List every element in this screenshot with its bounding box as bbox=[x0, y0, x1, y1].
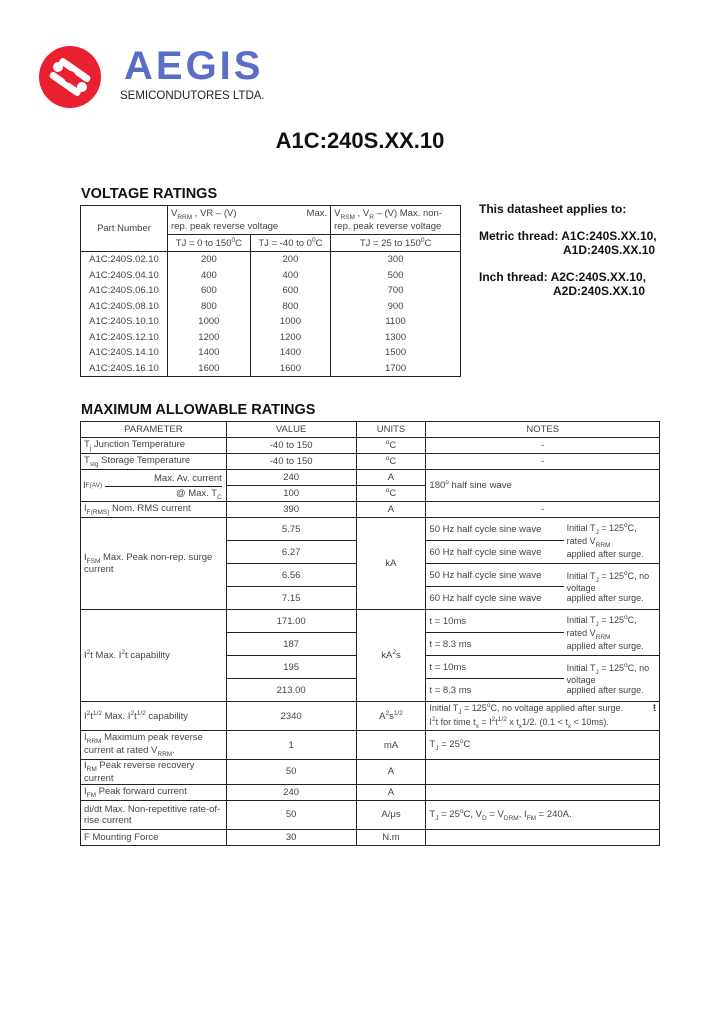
inch-thread: Inch thread: A2C:240S.XX.10, bbox=[479, 270, 646, 284]
row-i2rt: $I^2t^{1/2}$ Max. $I^2t^{1/2}$ capability 2340 $A^2s^{1/2}$ Initial $T_J = 125^oC$, no voltage applied after surge. ŧ $I^2t$ for time $t_x = I^2t^{1/2}$ x $t_x1/2$. $(0.1 < t_x < 10ms)$. bbox=[81, 702, 660, 731]
metric-thread-2: A1D:240S.XX.10 bbox=[563, 243, 656, 257]
aegis-logo-icon bbox=[38, 45, 102, 109]
row-ifav-tc: 100 $^o$C bbox=[81, 486, 660, 502]
document-title: A1C:240S.XX.10 bbox=[275, 128, 445, 153]
row-ifsm: 6.27 60 Hz half cycle sine wave bbox=[81, 541, 660, 564]
voltage-ratings-table bbox=[80, 205, 461, 377]
col-vrrm: $V_{RRM}$ , VR – (V) Max. rep. peak reverse voltage bbox=[168, 206, 331, 235]
row-force: F Mounting Force 30 N.m bbox=[81, 829, 660, 845]
row-junction-temp: $T_j$ Junction Temperature -40 to 150 $^o$C - bbox=[81, 438, 660, 454]
voltage-header-row bbox=[81, 206, 461, 235]
footnote-mark: ŧ bbox=[652, 702, 656, 715]
max-ratings-heading: MAXIMUM ALLOWABLE RATINGS bbox=[81, 402, 316, 418]
tj-range-1: TJ = 0 to $150^0C$ bbox=[168, 235, 251, 252]
row-irrm: $I_{RRM}$ Maximum peak reverse current at rated $V_{RRM}$. 1 mA $T_J = 25^oC$ bbox=[81, 731, 660, 760]
row-ifsm: 6.56 50 Hz half cycle sine wave Initial $T_J = 125^oC$, no voltage applied after surge. bbox=[81, 564, 660, 587]
row-i2t: 195 t = 10ms Initial $T_J = 125^oC$, no voltage applied after surge. bbox=[81, 656, 660, 679]
voltage-row: A1C:240S.04.10 400 400 500 bbox=[81, 268, 461, 284]
col-vrsm: $V_{RSM}$ , $V_R - (V)$ Max. non- rep. peak reverse voltage bbox=[331, 206, 461, 235]
voltage-row: A1C:240S.06.10 600 600 700 bbox=[81, 283, 461, 299]
voltage-ratings-heading: VOLTAGE RATINGS bbox=[81, 186, 218, 202]
voltage-row: A1C:240S.10.10 1000 1000 1100 bbox=[81, 314, 461, 330]
row-ifav-current: I F(AV) Max. Av. current @ Max. $T_C$ 240 A 180$^o$ half sine wave bbox=[81, 470, 660, 486]
row-i2t: 187 t = 8.3 ms bbox=[81, 633, 660, 656]
brand-name: AEGIS bbox=[124, 44, 264, 88]
row-ifsm: $I_{FSM}$ Max. Peak non-rep. surge current 5.75 kA 50 Hz half cycle sine wave Initial $T_J = 125^oC$, rated $V_{RRM}$ applied after surge. bbox=[81, 518, 660, 541]
metric-thread: Metric thread: A1C:240S.XX.10, bbox=[479, 229, 657, 243]
row-ifm: $I_{FM}$ Peak forward current 240 A bbox=[81, 784, 660, 800]
voltage-row: A1C:240S.16.10 1600 1600 1700 bbox=[81, 361, 461, 377]
voltage-row: A1C:240S.12.10 1200 1200 1300 bbox=[81, 330, 461, 346]
row-irms: $I_{F(RMS)}$ Nom. RMS current 390 A - bbox=[81, 502, 660, 518]
voltage-row: A1C:240S.02.10 200 200 300 bbox=[81, 252, 461, 268]
row-i2t: $I^2t$ Max. $I^2t$ capability 171.00 $kA^2s$ t = 10ms Initial $T_J = 125^oC$, rated $V_{RRM}$ applied after surge. bbox=[81, 610, 660, 633]
max-ratings-table bbox=[80, 421, 660, 846]
tj-range-3: TJ = 25 to $150^0C$ bbox=[331, 235, 461, 252]
inch-thread-2: A2D:240S.XX.10 bbox=[553, 284, 646, 298]
row-i2t: 213.00 t = 8.3 ms bbox=[81, 679, 660, 702]
max-header-row: PARAMETER VALUE UNITS NOTES bbox=[81, 422, 660, 438]
row-didt: di/dt Max. Non-repetitive rate-of-rise current 50 A/μs $T_J = 25^oC$, $V_D = V_{DRM}$, $I_{FM} = 240A$. bbox=[81, 800, 660, 829]
voltage-row: A1C:240S.14.10 1400 1400 1500 bbox=[81, 345, 461, 361]
applies-intro: This datasheet applies to: bbox=[479, 202, 627, 216]
brand-subtitle: SEMICONDUTORES LTDA. bbox=[120, 90, 265, 102]
row-irm: $I_{RM}$ Peak reverse recovery current 50 A bbox=[81, 760, 660, 785]
row-storage-temp: $T_{stg}$ Storage Temperature -40 to 150 $^o$C - bbox=[81, 454, 660, 470]
voltage-row: A1C:240S.08.10 800 800 900 bbox=[81, 299, 461, 315]
tj-range-2: TJ = -40 to $0^0C$ bbox=[250, 235, 330, 252]
row-ifsm: 7.15 60 Hz half cycle sine wave bbox=[81, 587, 660, 610]
col-part-number: Part Number bbox=[81, 206, 168, 252]
